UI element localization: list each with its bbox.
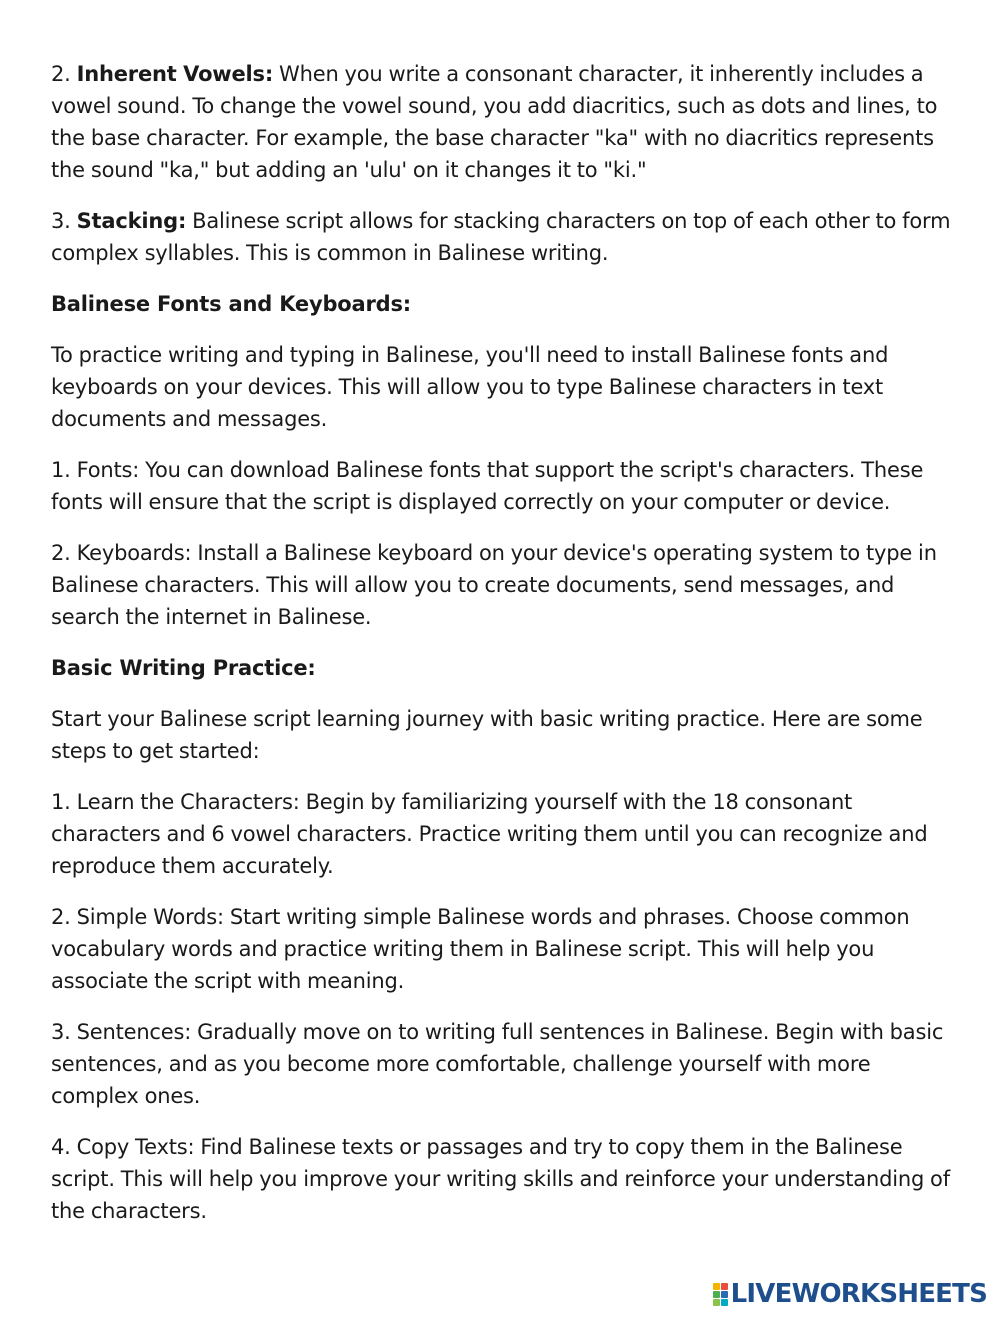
item-number: 3. xyxy=(51,209,71,233)
item-text: When you write a consonant character, it inherently includes a vowel sound. To change the vowel sound, you add diacritics, such as dots and lines, to the base character. For example, the base character "ka" with no diacritics represents the sound "ka," but adding an 'ulu' on it changes it to "ki." xyxy=(51,62,938,182)
logo-cell xyxy=(721,1299,728,1306)
paragraph-copy-texts: 4. Copy Texts: Find Balinese texts or passages and try to copy them in the Balinese script. This will help you improve your writing skills and reinforce your understanding of the characters. xyxy=(51,1135,950,1223)
section-heading-fonts-keyboards: Balinese Fonts and Keyboards: xyxy=(51,292,411,316)
item-lead: Inherent Vowels: xyxy=(76,62,274,86)
logo-cell xyxy=(713,1283,720,1290)
section-heading-basic-writing: Basic Writing Practice: xyxy=(51,656,316,680)
paragraph-fonts-intro: To practice writing and typing in Balinese, you'll need to install Balinese fonts and keyboards on your devices. This will allow you to type Balinese characters in text documents and messages. xyxy=(51,343,889,431)
logo-cell xyxy=(721,1291,728,1298)
item-lead: Stacking: xyxy=(76,209,187,233)
logo-cell xyxy=(713,1291,720,1298)
paragraph-fonts: 1. Fonts: You can download Balinese fonts that support the script's characters. These fonts will ensure that the script is displayed correctly on your computer or device. xyxy=(51,458,924,514)
liveworksheets-logo-icon xyxy=(713,1283,728,1306)
liveworksheets-logo-text: LIVEWORKSHEETS xyxy=(730,1279,987,1309)
logo-cell xyxy=(713,1299,720,1306)
logo-cell xyxy=(721,1283,728,1290)
paragraph-keyboards: 2. Keyboards: Install a Balinese keyboard on your device's operating system to type in Balinese characters. This will allow you to create documents, send messages, and search the internet in Balinese. xyxy=(51,541,937,629)
document-page xyxy=(51,58,956,1246)
item-text: Balinese script allows for stacking characters on top of each other to form complex syllables. This is common in Balinese writing. xyxy=(51,209,951,265)
paragraph-simple-words: 2. Simple Words: Start writing simple Balinese words and phrases. Choose common vocabulary words and practice writing them in Balinese script. This will help you associate the script with meaning. xyxy=(51,905,910,993)
paragraph-writing-intro: Start your Balinese script learning journey with basic writing practice. Here are some steps to get started: xyxy=(51,707,923,763)
paragraph-sentences: 3. Sentences: Gradually move on to writing full sentences in Balinese. Begin with basic sentences, and as you become more comfortable, challenge yourself with more complex ones. xyxy=(51,1020,944,1108)
paragraph-inherent-vowels xyxy=(51,58,956,186)
liveworksheets-logo[interactable] xyxy=(713,1281,987,1307)
paragraph-stacking xyxy=(51,205,956,269)
item-number: 2. xyxy=(51,62,71,86)
paragraph-learn-characters: 1. Learn the Characters: Begin by familiarizing yourself with the 18 consonant characters and 6 vowel characters. Practice writing them until you can recognize and reproduce them accurately. xyxy=(51,790,928,878)
